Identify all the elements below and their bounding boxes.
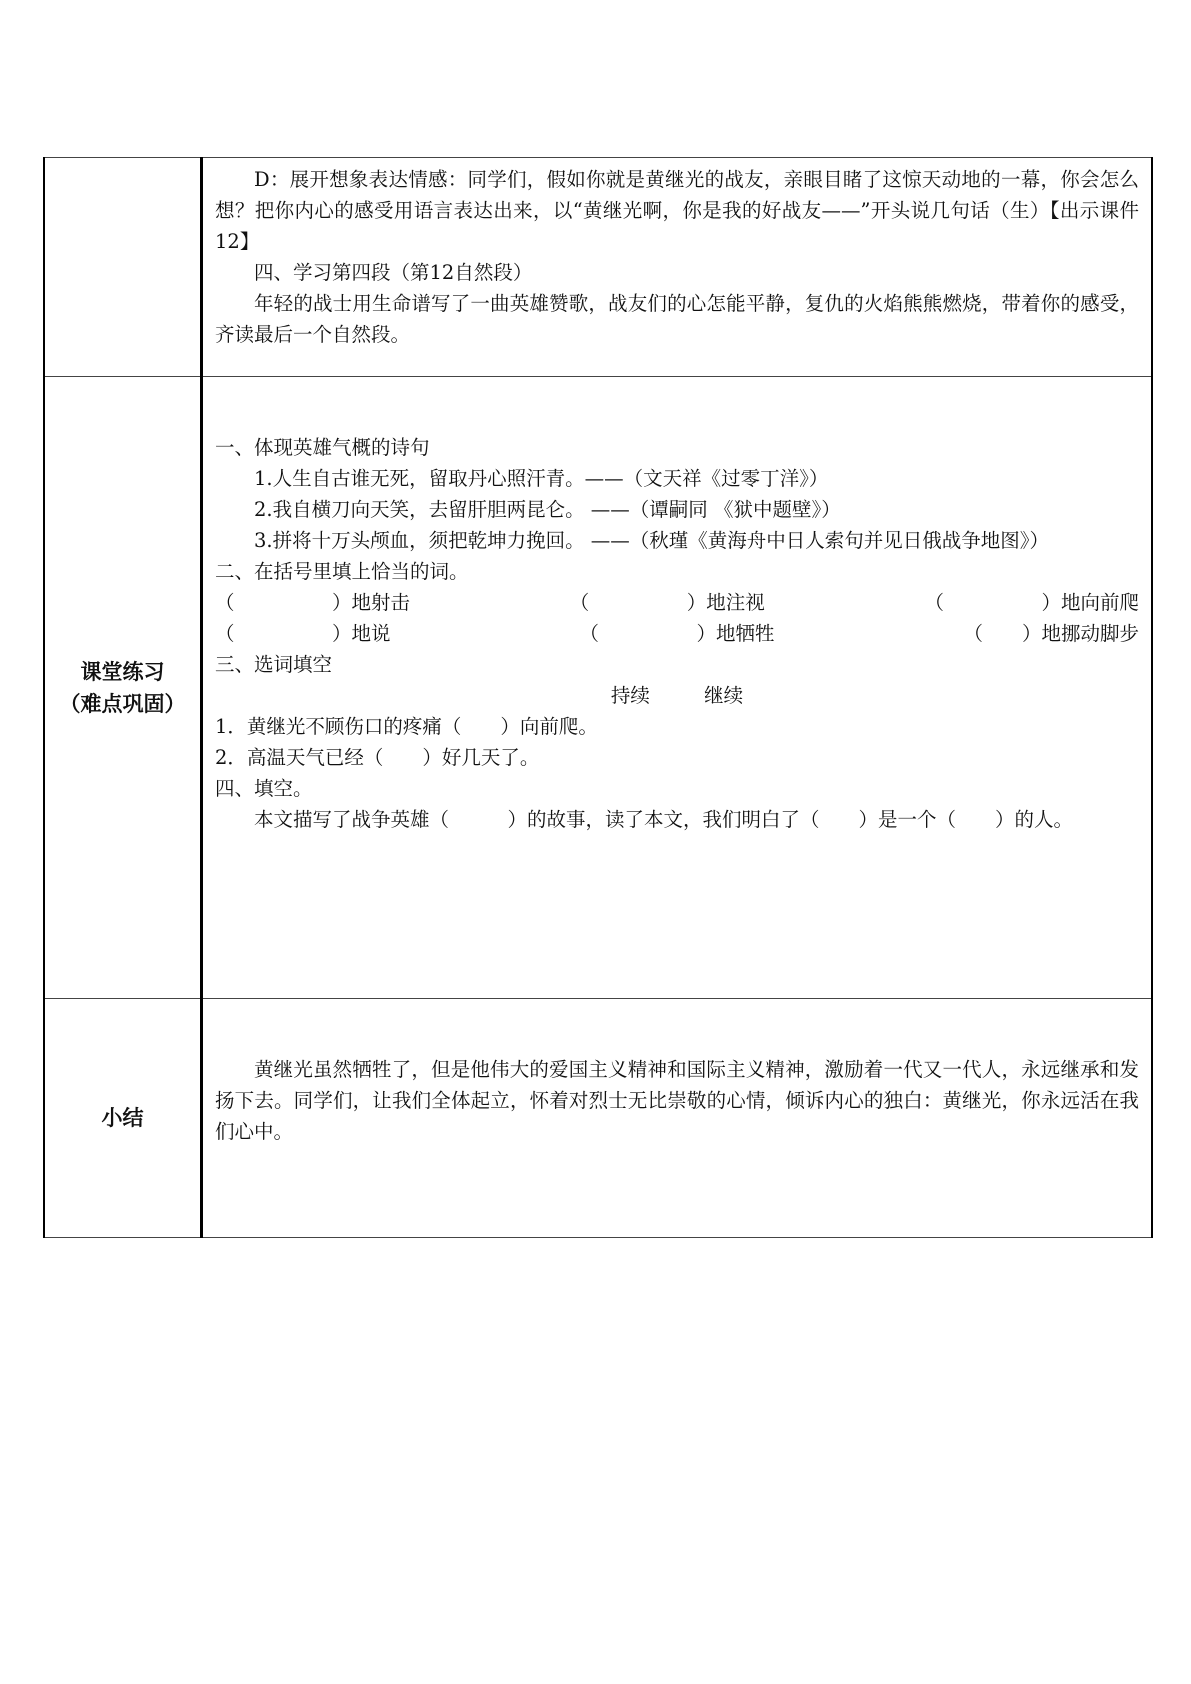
poem-line: 3.拼将十万头颅血，须把乾坤力挽回。 ——（秋瑾《黄海舟中日人索句并见日俄战争地图》）: [254, 529, 1050, 552]
table-row: [44, 999, 1152, 1238]
fill-blank-item: （ ）地牺牲: [579, 622, 775, 645]
section-title-word-choice: 三、选词填空: [215, 653, 333, 676]
practice-label-line1: 课堂练习: [80, 659, 165, 684]
row-content: [202, 999, 1153, 1238]
fill-blank-item: （ ）地射击: [215, 591, 411, 614]
poem-line: 2.我自横刀向天笑，去留肝胆两昆仑。 ——（谭嗣同 《狱中题壁》）: [254, 498, 841, 521]
row-label-empty: [44, 158, 202, 377]
fill-blank-item: （ ）地说: [215, 622, 391, 645]
row-label-summary: 小结: [44, 999, 202, 1238]
fill-blank-item: （ ）地注视: [569, 591, 765, 614]
poem-line: 1.人生自古谁无死，留取丹心照汗青。——（文天祥《过零丁洋》）: [254, 467, 829, 490]
paragraph-section-four: 四、学习第四段（第12自然段）: [254, 261, 533, 284]
table-row: [44, 158, 1152, 377]
section-title-poems: 一、体现英雄气概的诗句: [215, 436, 430, 459]
practice-label-line2: （难点巩固）: [59, 691, 186, 716]
word-choices: [215, 680, 1139, 711]
blank-row-2: [215, 618, 1139, 649]
paragraph-imagination: D：展开想象表达情感：同学们，假如你就是黄继光的战友，亲眼目睹了这惊天动地的一幕，你会怎么想？把你内心的感受用语言表达出来，以“黄继光啊，你是我的好战友——”开头说几句话（生）【出示课件12】: [215, 168, 1139, 253]
paragraph-hero-song: 年轻的战士用生命谱写了一曲英雄赞歌，战友们的心怎能平静，复仇的火焰熊熊燃烧，带着你的感受，齐读最后一个自然段。: [215, 292, 1139, 346]
word-choice-item: 继续: [704, 684, 744, 707]
fill-sentence: 2．高温天气已经（ ）好几天了。: [215, 746, 540, 769]
fill-blank-item: （ ）地向前爬: [924, 591, 1139, 614]
summary-paragraph: 黄继光虽然牺牲了，但是他伟大的爱国主义精神和国际主义精神，激励着一代又一代人，永远继承和发扬下去。同学们，让我们全体起立，怀着对烈士无比崇敬的心情，倾诉内心的独白：黄继光，你永远活在我们心中。: [215, 1058, 1139, 1143]
section-title-fill: 四、填空。: [215, 777, 313, 800]
lesson-plan-table: [43, 157, 1153, 1238]
fill-blank-item: （ ）地挪动脚步: [963, 622, 1139, 645]
fill-paragraph: 本文描写了战争英雄（ ）的故事，读了本文，我们明白了（ ）是一个（ ）的人。: [254, 808, 1074, 831]
row-label-practice: [44, 377, 202, 999]
table-row: [44, 377, 1152, 999]
fill-sentence: 1．黄继光不顾伤口的疼痛（ ）向前爬。: [215, 715, 598, 738]
blank-row-1: [215, 587, 1139, 618]
row-content: [202, 158, 1153, 377]
row-content: [202, 377, 1153, 999]
section-title-blanks: 二、在括号里填上恰当的词。: [215, 560, 469, 583]
word-choice-item: 持续: [610, 684, 650, 707]
